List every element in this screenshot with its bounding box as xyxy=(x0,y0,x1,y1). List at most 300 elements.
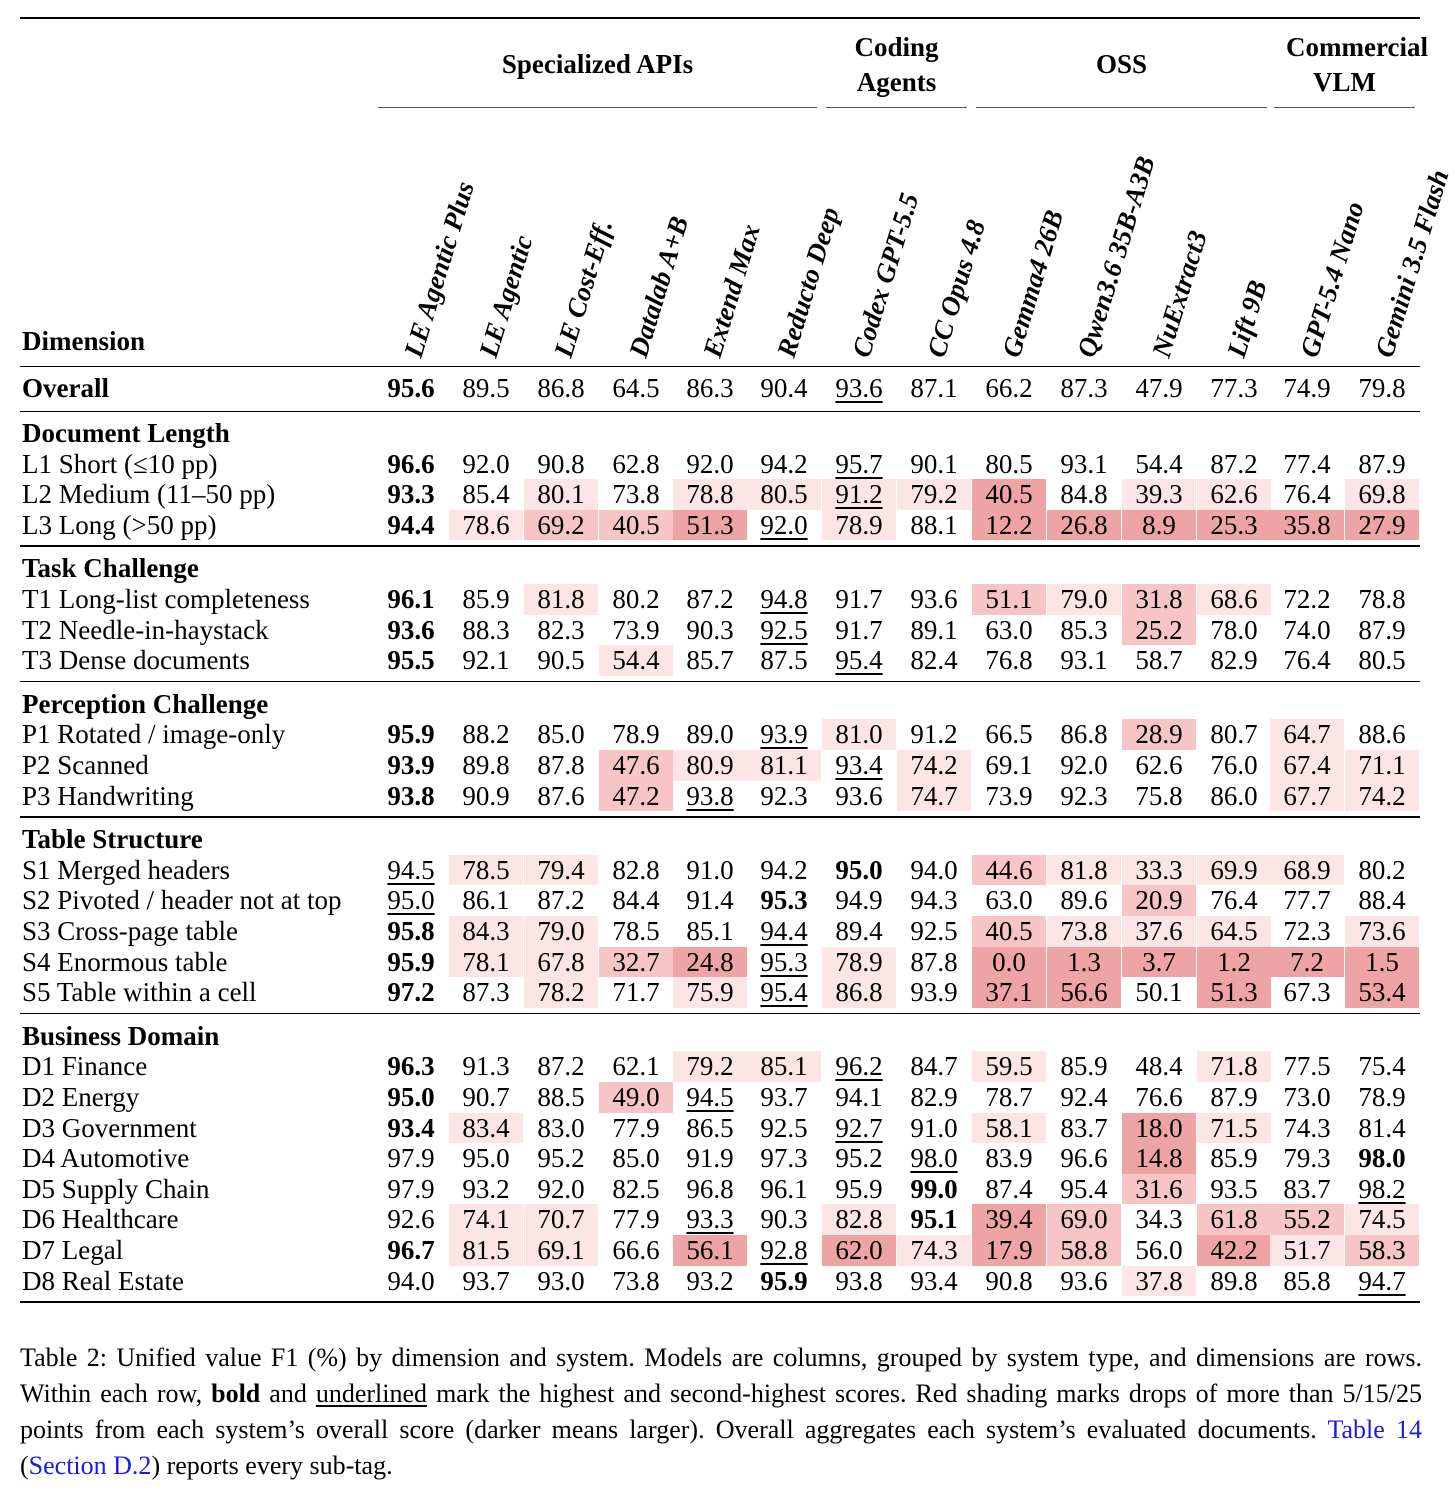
table-row-cell xyxy=(1345,1266,1419,1297)
table-row-cell xyxy=(1197,916,1271,947)
table-row-label: S5 Table within a cell xyxy=(22,977,257,1008)
table-row-value: 95.2 xyxy=(835,1143,883,1174)
overall-row-value: 64.5 xyxy=(612,373,660,403)
table-row-cell xyxy=(673,449,747,480)
table-row-cell xyxy=(524,947,598,978)
table-row-value: 25.2 xyxy=(1135,614,1183,645)
table-row-cell xyxy=(747,781,821,812)
table-row-value: 80.5 xyxy=(985,448,1033,479)
table-row-value: 70.7 xyxy=(537,1204,585,1235)
table-row-value: 89.8 xyxy=(1210,1265,1258,1296)
table-row-value: 51.3 xyxy=(1210,977,1258,1008)
table-row-cell xyxy=(673,615,747,646)
table-row-cell xyxy=(897,584,971,615)
table-row-cell xyxy=(374,719,448,750)
column-header-3: Datalab A+B xyxy=(623,212,695,361)
table-row-value: 91.9 xyxy=(686,1143,734,1174)
table-row-value: 1.3 xyxy=(1067,946,1101,977)
table-row-cell xyxy=(1270,615,1344,646)
table-row-cell xyxy=(374,510,448,541)
table-row-cell xyxy=(449,719,523,750)
table-row-value: 92.0 xyxy=(760,509,808,540)
table-row-value: 87.2 xyxy=(537,885,585,916)
top-rule xyxy=(20,17,1420,19)
table-row-cell xyxy=(524,645,598,676)
table-row-cell xyxy=(1122,1143,1196,1174)
table-row-cell xyxy=(747,750,821,781)
table-row-cell xyxy=(599,615,673,646)
table-row-value: 94.0 xyxy=(387,1265,435,1296)
table-row-cell xyxy=(1270,1266,1344,1297)
table-row-cell xyxy=(599,885,673,916)
table-row-value: 47.6 xyxy=(612,750,660,780)
table-row-value: 67.8 xyxy=(537,946,585,977)
table-row-cell xyxy=(374,916,448,947)
overall-row-cell xyxy=(1122,373,1196,404)
table-row-cell xyxy=(1197,645,1271,676)
table-row-value: 81.1 xyxy=(760,750,808,780)
table-row-cell xyxy=(673,781,747,812)
overall-row-value: 47.9 xyxy=(1135,373,1183,403)
table-row-cell xyxy=(897,916,971,947)
table-row-cell xyxy=(374,947,448,978)
table-row-value: 35.8 xyxy=(1283,509,1331,540)
table-row-value: 86.0 xyxy=(1210,780,1258,811)
table-row-value: 89.6 xyxy=(1060,885,1108,916)
table-row-value: 94.8 xyxy=(760,584,808,614)
table-row-cell xyxy=(1122,977,1196,1008)
table-row-cell xyxy=(822,1082,896,1113)
table-row-value: 87.8 xyxy=(537,750,585,780)
overall-row-cell xyxy=(524,373,598,404)
table-row-cell xyxy=(897,1235,971,1266)
table-row-value: 71.1 xyxy=(1358,750,1406,780)
table-row-value: 96.7 xyxy=(387,1235,435,1265)
table-row-cell xyxy=(449,1143,523,1174)
table-row-value: 74.5 xyxy=(1358,1204,1406,1235)
table-row-value: 80.5 xyxy=(1358,645,1406,676)
table-row-value: 92.4 xyxy=(1060,1082,1108,1112)
table-row-value: 83.9 xyxy=(985,1143,1033,1174)
table-row-cell xyxy=(1197,719,1271,750)
column-header-13: Gemini 3.5 Flash xyxy=(1369,166,1455,361)
overall-row-cell xyxy=(972,373,1046,404)
table-row-cell xyxy=(524,449,598,480)
table-row-value: 99.0 xyxy=(910,1173,958,1204)
table-row-value: 95.0 xyxy=(835,854,883,885)
table-row-value: 61.8 xyxy=(1210,1204,1258,1235)
table-row-value: 85.8 xyxy=(1283,1265,1331,1296)
table-row-cell xyxy=(449,584,523,615)
table-row-cell xyxy=(524,1174,598,1205)
table-row-cell xyxy=(1197,750,1271,781)
table-row-cell xyxy=(747,885,821,916)
table-row-cell xyxy=(972,781,1046,812)
table-row-cell xyxy=(972,449,1046,480)
table-row-cell xyxy=(599,1113,673,1144)
overall-row-value: 79.8 xyxy=(1358,373,1406,403)
table-row-cell xyxy=(673,977,747,1008)
table-row-cell xyxy=(673,947,747,978)
table-14-link[interactable]: Table 14 xyxy=(1327,1415,1422,1444)
table-row-cell xyxy=(1197,1204,1271,1235)
table-row-value: 69.1 xyxy=(985,750,1033,780)
table-row-value: 77.9 xyxy=(612,1204,660,1235)
table-row-value: 98.0 xyxy=(1358,1143,1406,1174)
table-row-value: 94.5 xyxy=(686,1082,734,1112)
table-row-cell xyxy=(822,855,896,886)
table-row-value: 89.0 xyxy=(686,719,734,750)
table-row-cell xyxy=(897,855,971,886)
table-row-value: 83.0 xyxy=(537,1112,585,1143)
table-row-cell xyxy=(449,947,523,978)
table-row-label: S3 Cross-page table xyxy=(22,916,238,946)
table-row-value: 93.4 xyxy=(835,750,883,780)
table-row-cell xyxy=(524,510,598,541)
table-row-cell xyxy=(822,750,896,781)
table-row-value: 84.3 xyxy=(462,916,510,946)
table-row-value: 37.8 xyxy=(1135,1265,1183,1296)
table-row-value: 67.3 xyxy=(1283,977,1331,1008)
section-d2-link[interactable]: Section D.2 xyxy=(28,1451,152,1480)
table-row-label: L3 Long (>50 pp) xyxy=(22,509,217,540)
table-row-value: 93.2 xyxy=(462,1173,510,1204)
table-row-cell xyxy=(1122,750,1196,781)
table-row-value: 69.2 xyxy=(537,509,585,540)
table-row-value: 88.6 xyxy=(1358,719,1406,750)
table-row-value: 78.7 xyxy=(985,1082,1033,1112)
column-header-1: LE Agentic xyxy=(473,231,539,361)
table-row-cell xyxy=(747,479,821,510)
table-row-value: 62.1 xyxy=(612,1051,660,1082)
table-row-cell xyxy=(1270,750,1344,781)
table-row-cell xyxy=(449,885,523,916)
table-row-cell xyxy=(1345,750,1419,781)
table-row-label: D2 Energy xyxy=(22,1082,140,1112)
table-row-cell xyxy=(747,1266,821,1297)
table-row-cell xyxy=(1270,1143,1344,1174)
table-row-cell xyxy=(1345,1113,1419,1144)
table-row-cell xyxy=(449,449,523,480)
table-row-value: 82.8 xyxy=(612,854,660,885)
table-row-value: 80.2 xyxy=(1358,854,1406,885)
table-row-value: 1.2 xyxy=(1217,946,1251,977)
table-row-cell xyxy=(449,1204,523,1235)
table-row-value: 62.0 xyxy=(835,1235,883,1265)
table-row-label: L2 Medium (11–50 pp) xyxy=(22,479,276,510)
table-row-value: 94.0 xyxy=(910,854,958,885)
table-row-cell xyxy=(972,947,1046,978)
table-row-cell xyxy=(599,1143,673,1174)
table-row-cell xyxy=(374,645,448,676)
table-row-cell xyxy=(1047,645,1121,676)
table-row-cell xyxy=(599,449,673,480)
table-row-value: 76.0 xyxy=(1210,750,1258,780)
table-row-cell xyxy=(599,510,673,541)
table-row-value: 90.8 xyxy=(537,448,585,479)
table-row-cell xyxy=(747,645,821,676)
table-row-cell xyxy=(374,1266,448,1297)
table-row-cell xyxy=(673,1174,747,1205)
table-row-cell xyxy=(1122,719,1196,750)
table-row-value: 78.6 xyxy=(462,509,510,540)
group-rule-0 xyxy=(378,107,817,108)
table-row-cell xyxy=(524,1082,598,1113)
table-row-value: 76.8 xyxy=(985,645,1033,676)
table-row-cell xyxy=(822,1051,896,1082)
table-row-value: 24.8 xyxy=(686,946,734,977)
table-row-value: 86.8 xyxy=(1060,719,1108,750)
table-row-cell xyxy=(1345,1174,1419,1205)
table-row-cell xyxy=(374,1204,448,1235)
table-row-value: 63.0 xyxy=(985,614,1033,645)
table-row-cell xyxy=(673,719,747,750)
table-row-value: 91.0 xyxy=(910,1112,958,1143)
overall-rule xyxy=(20,411,1420,412)
table-row-value: 73.9 xyxy=(985,780,1033,811)
table-row-value: 95.4 xyxy=(1060,1173,1108,1204)
table-row-value: 94.2 xyxy=(760,448,808,479)
table-row-value: 97.9 xyxy=(387,1173,435,1204)
table-row-value: 85.9 xyxy=(1060,1051,1108,1082)
table-row-value: 49.0 xyxy=(612,1082,660,1112)
section-title-1: Task Challenge xyxy=(22,553,199,584)
section-title-2: Perception Challenge xyxy=(22,688,269,719)
table-row-cell xyxy=(822,1174,896,1205)
table-row-cell xyxy=(972,1204,1046,1235)
table-row-cell xyxy=(972,1235,1046,1266)
table-row-cell xyxy=(449,479,523,510)
table-row-cell xyxy=(972,479,1046,510)
table-row-cell xyxy=(449,615,523,646)
table-row-value: 84.8 xyxy=(1060,479,1108,510)
table-row-value: 93.4 xyxy=(387,1112,435,1143)
table-row-value: 95.3 xyxy=(760,946,808,977)
table-row-label: D8 Real Estate xyxy=(22,1265,184,1296)
table-row-value: 95.9 xyxy=(387,946,435,977)
table-row-value: 90.3 xyxy=(760,1204,808,1235)
table-row-cell xyxy=(822,510,896,541)
table-row-cell xyxy=(449,1174,523,1205)
table-row-value: 92.6 xyxy=(387,1204,435,1235)
table-row-cell xyxy=(374,1143,448,1174)
table-row-cell xyxy=(599,1204,673,1235)
table-row-cell xyxy=(1197,1113,1271,1144)
table-row-value: 92.0 xyxy=(1060,750,1108,780)
table-row-value: 94.9 xyxy=(835,885,883,916)
table-row-label: T3 Dense documents xyxy=(22,645,250,676)
table-row-value: 96.1 xyxy=(760,1173,808,1204)
table-row-value: 87.9 xyxy=(1210,1082,1258,1112)
section-rule-3 xyxy=(20,1013,1420,1014)
table-row-value: 95.9 xyxy=(835,1173,883,1204)
table-row-value: 88.4 xyxy=(1358,885,1406,916)
table-row-value: 33.3 xyxy=(1135,854,1183,885)
table-row-value: 31.6 xyxy=(1135,1173,1183,1204)
table-row-value: 76.4 xyxy=(1210,885,1258,916)
table-row-value: 95.2 xyxy=(537,1143,585,1174)
table-row-value: 80.9 xyxy=(686,750,734,780)
table-row-value: 93.4 xyxy=(910,1265,958,1296)
table-row-value: 58.1 xyxy=(985,1112,1033,1143)
table-row-value: 79.0 xyxy=(537,916,585,946)
table-row-cell xyxy=(897,615,971,646)
table-row-value: 73.8 xyxy=(612,1265,660,1296)
table-row-cell xyxy=(1345,615,1419,646)
overall-row-value: 89.5 xyxy=(462,373,510,403)
table-row-value: 76.6 xyxy=(1135,1082,1183,1112)
overall-row-value: 86.8 xyxy=(537,373,585,403)
overall-row-value: 93.6 xyxy=(835,373,883,403)
table-row-cell xyxy=(1047,1051,1121,1082)
table-row-cell xyxy=(1270,1113,1344,1144)
table-row-value: 96.2 xyxy=(835,1051,883,1082)
table-row-value: 87.5 xyxy=(760,645,808,676)
table-row-cell xyxy=(449,855,523,886)
table-row-value: 28.9 xyxy=(1135,719,1183,750)
table-row-value: 39.4 xyxy=(985,1204,1033,1235)
table-row-value: 55.2 xyxy=(1283,1204,1331,1235)
table-row-cell xyxy=(897,1113,971,1144)
table-row-cell xyxy=(1197,781,1271,812)
table-row-cell xyxy=(822,977,896,1008)
table-row-cell xyxy=(1122,885,1196,916)
table-row-cell xyxy=(673,510,747,541)
table-row-cell xyxy=(1345,977,1419,1008)
table-row-cell xyxy=(747,855,821,886)
table-row-cell xyxy=(822,479,896,510)
table-row-cell xyxy=(1122,645,1196,676)
table-row-value: 51.7 xyxy=(1283,1235,1331,1265)
table-row-value: 83.7 xyxy=(1060,1112,1108,1143)
table-row-value: 90.5 xyxy=(537,645,585,676)
group-header-1: Coding Agents xyxy=(854,32,939,97)
table-row-cell xyxy=(1270,885,1344,916)
section-rule-2 xyxy=(20,816,1420,817)
table-row-value: 78.2 xyxy=(537,977,585,1008)
table-row-label: S1 Merged headers xyxy=(22,854,230,885)
table-row-cell xyxy=(822,645,896,676)
table-row-value: 91.3 xyxy=(462,1051,510,1082)
table-row-value: 92.7 xyxy=(835,1112,883,1143)
table-row-cell xyxy=(1197,1266,1271,1297)
table-row-value: 93.7 xyxy=(760,1082,808,1112)
table-row-value: 71.8 xyxy=(1210,1051,1258,1082)
table-row-value: 78.9 xyxy=(1358,1082,1406,1112)
table-row-value: 87.6 xyxy=(537,780,585,811)
table-row-value: 94.5 xyxy=(387,854,435,885)
overall-row-cell xyxy=(1270,373,1344,404)
table-row-value: 79.2 xyxy=(686,1051,734,1082)
table-row-cell xyxy=(897,510,971,541)
table-row-value: 77.7 xyxy=(1283,885,1331,916)
table-row-cell xyxy=(972,885,1046,916)
table-row-cell xyxy=(673,885,747,916)
table-row-cell xyxy=(524,1266,598,1297)
table-row-value: 62.6 xyxy=(1210,479,1258,510)
table-row-cell xyxy=(897,1266,971,1297)
table-row-value: 48.4 xyxy=(1135,1051,1183,1082)
table-row-cell xyxy=(1345,1051,1419,1082)
table-row-cell xyxy=(747,1235,821,1266)
table-row-value: 83.4 xyxy=(462,1112,510,1143)
table-row-cell xyxy=(747,1051,821,1082)
table-row-value: 93.9 xyxy=(910,977,958,1008)
table-row-cell xyxy=(524,885,598,916)
table-row-value: 95.1 xyxy=(910,1204,958,1235)
table-row-value: 93.2 xyxy=(686,1265,734,1296)
table-row-cell xyxy=(1122,1174,1196,1205)
table-row-cell xyxy=(972,615,1046,646)
table-row-cell xyxy=(1122,479,1196,510)
table-row-value: 7.2 xyxy=(1290,946,1324,977)
table-row-value: 95.8 xyxy=(387,916,435,946)
table-row-value: 58.8 xyxy=(1060,1235,1108,1265)
table-row-value: 87.2 xyxy=(537,1051,585,1082)
table-row-cell xyxy=(1047,719,1121,750)
table-row-value: 77.9 xyxy=(612,1112,660,1143)
table-row-value: 79.4 xyxy=(537,854,585,885)
table-row-value: 92.1 xyxy=(462,645,510,676)
table-row-value: 71.5 xyxy=(1210,1112,1258,1143)
table-row-cell xyxy=(599,1235,673,1266)
table-row-value: 73.9 xyxy=(612,614,660,645)
table-row-value: 92.5 xyxy=(760,1112,808,1143)
table-row-cell xyxy=(822,615,896,646)
table-row-cell xyxy=(822,1143,896,1174)
table-row-cell xyxy=(599,1082,673,1113)
table-row-value: 97.2 xyxy=(387,977,435,1008)
table-row-cell xyxy=(1197,1051,1271,1082)
table-row-cell xyxy=(449,916,523,947)
table-row-value: 81.0 xyxy=(835,719,883,750)
table-row-cell xyxy=(524,584,598,615)
table-row-value: 97.9 xyxy=(387,1143,435,1174)
table-row-value: 86.8 xyxy=(835,977,883,1008)
column-header-12: GPT-5.4 Nano xyxy=(1294,198,1370,361)
table-row-cell xyxy=(747,1143,821,1174)
table-row-value: 94.4 xyxy=(760,916,808,946)
table-caption xyxy=(20,1340,1422,1484)
table-row-label: D4 Automotive xyxy=(22,1143,190,1174)
table-row-value: 17.9 xyxy=(985,1235,1033,1265)
table-row-value: 95.4 xyxy=(835,645,883,676)
table-row-value: 64.7 xyxy=(1283,719,1331,750)
table-row-cell xyxy=(897,1204,971,1235)
table-row-cell xyxy=(524,750,598,781)
table-row-value: 89.4 xyxy=(835,916,883,946)
table-row-cell xyxy=(374,479,448,510)
table-row-value: 81.4 xyxy=(1358,1112,1406,1143)
table-row-cell xyxy=(524,855,598,886)
table-row-value: 80.2 xyxy=(612,584,660,614)
table-row-cell xyxy=(673,1082,747,1113)
table-row-value: 93.6 xyxy=(835,780,883,811)
table-row-cell xyxy=(1047,916,1121,947)
caption-text-4: ( xyxy=(20,1451,29,1480)
table-row-cell xyxy=(822,1266,896,1297)
table-row-value: 25.3 xyxy=(1210,509,1258,540)
table-row-value: 77.5 xyxy=(1283,1051,1331,1082)
table-row-value: 56.6 xyxy=(1060,977,1108,1008)
overall-row-value: 87.1 xyxy=(910,373,958,403)
table-row-label: P1 Rotated / image-only xyxy=(22,719,286,750)
table-row-value: 92.5 xyxy=(760,614,808,645)
table-row-value: 88.1 xyxy=(910,509,958,540)
table-row-value: 51.3 xyxy=(686,509,734,540)
table-row-cell xyxy=(673,1235,747,1266)
table-row-label: D1 Finance xyxy=(22,1051,148,1082)
